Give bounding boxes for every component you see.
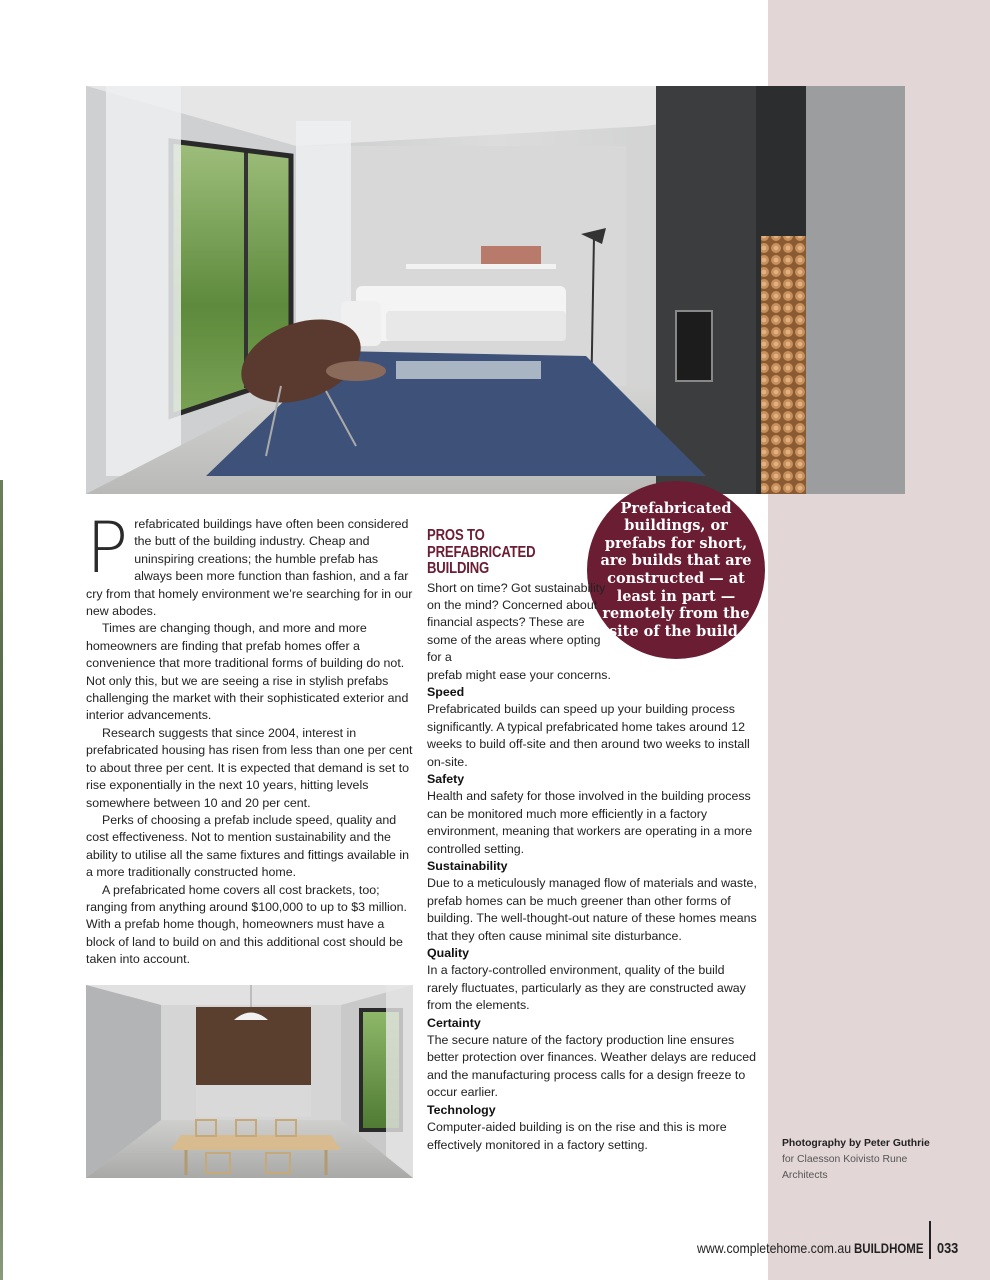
pros-section-body: Due to a meticulously managed flow of materials and waste, prefab homes can be much greener than other forms of building. The well-thought-out nature of these homes means that they often cause minimal site disturbance. xyxy=(427,876,757,943)
edge-strip xyxy=(0,480,3,1280)
pros-section-safety xyxy=(427,771,757,858)
article-paragraph: Research suggests that since 2004, interest in prefabricated housing has risen from less than one per cent to about three per cent. It is expected that demand is set to rise exponentially in the next 10 years, hitting levels somewhere between 10 and 20 per cent. xyxy=(86,725,413,810)
photo-credit xyxy=(782,1136,932,1184)
article-right-column xyxy=(427,528,757,1154)
pros-section-sustainability xyxy=(427,858,757,945)
footer-url-link[interactable]: www.completehome.com.au xyxy=(697,1240,852,1256)
pros-section-title: Speed xyxy=(427,684,465,699)
pros-section-certainty xyxy=(427,1015,757,1102)
page-number: 033 xyxy=(936,1239,959,1257)
pros-section-title: Safety xyxy=(427,771,465,786)
pros-section-body: Prefabricated builds can speed up your building process significantly. A typical prefabricated home takes around 12 weeks to build off-site and then around two weeks to install on-site. xyxy=(427,702,750,769)
pros-section-title: Technology xyxy=(427,1102,496,1117)
article-left-column xyxy=(86,507,416,969)
pros-section-body: Computer-aided building is on the rise and this is more effectively monitored in a factory setting. xyxy=(427,1120,727,1152)
article-paragraph: A prefabricated home covers all cost brackets, too; ranging from anything around $100,000 to up to $3 million. With a prefab home though, homeowners must have a block of land to build on and this additional cost should be taken into account. xyxy=(86,882,407,967)
pros-intro-end: prefab might ease your concerns. xyxy=(427,667,611,682)
footer-divider xyxy=(929,1221,931,1259)
photo-credit-name: Photography by Peter Guthrie xyxy=(782,1138,930,1149)
photo-credit-rest: for Claesson Koivisto Rune Architects xyxy=(782,1154,908,1181)
article-paragraph: Perks of choosing a prefab include speed, quality and cost effectiveness. Not to mention sustainability and the ability to utilise all the same fixtures and fittings available in a more traditionally constructed home. xyxy=(86,812,410,880)
pros-section-body: In a factory-controlled environment, quality of the build rarely fluctuates, particularly as they are constructed away from the elements. xyxy=(427,963,746,1013)
article-paragraph: Times are changing though, and more and more homeowners are finding that prefab homes offer a convenience that more traditional forms of building do not. Not only this, but we are seeing a rise in stylish prefabs challenging the market with their sophisticated exterior and interior advancements. xyxy=(86,621,409,723)
pros-section-quality xyxy=(427,945,757,1015)
pros-section-title: Sustainability xyxy=(427,859,508,873)
article-paragraph-text: refabricated buildings have often been considered the butt of the building industry. Cheap and uninspiring creations; the humble prefab has always been more function than fashion, and a far cry from that homely environment we’re searching for in our new abodes. xyxy=(86,517,413,619)
hero-photo xyxy=(86,86,905,494)
pros-intro: Short on time? Got sustainability on the mind? Concerned about financial aspects? These are some of the areas where opting for a xyxy=(427,580,606,665)
kitchen-photo xyxy=(86,985,413,1178)
pull-quote-text: Prefabricated buildings, or prefabs for short, are builds that are constructed — at least in part — remotely from the site of the build. xyxy=(600,499,752,640)
pros-section-body: The secure nature of the factory production line ensures better protection over finances. Weather delays are reduced and the manufacturing process calls for a design freeze to occur earlier. xyxy=(427,1033,756,1100)
article-paragraph xyxy=(86,507,416,620)
pros-section-body: Health and safety for those involved in the building process can be monitored much more efficiently in a factory environment, meaning that workers are operating in a more controlled setting. xyxy=(427,789,753,856)
pros-section-title: Quality xyxy=(427,946,469,961)
page-footer xyxy=(676,1236,962,1260)
footer-brand: BUILDHOME xyxy=(854,1240,924,1256)
pros-section-speed xyxy=(427,684,757,771)
drop-cap: P xyxy=(86,507,129,589)
pros-heading: PROS TO PREFABRICATED BUILDING xyxy=(427,527,536,577)
pros-section-technology xyxy=(427,1102,757,1154)
pros-section-title: Certainty xyxy=(427,1015,481,1030)
